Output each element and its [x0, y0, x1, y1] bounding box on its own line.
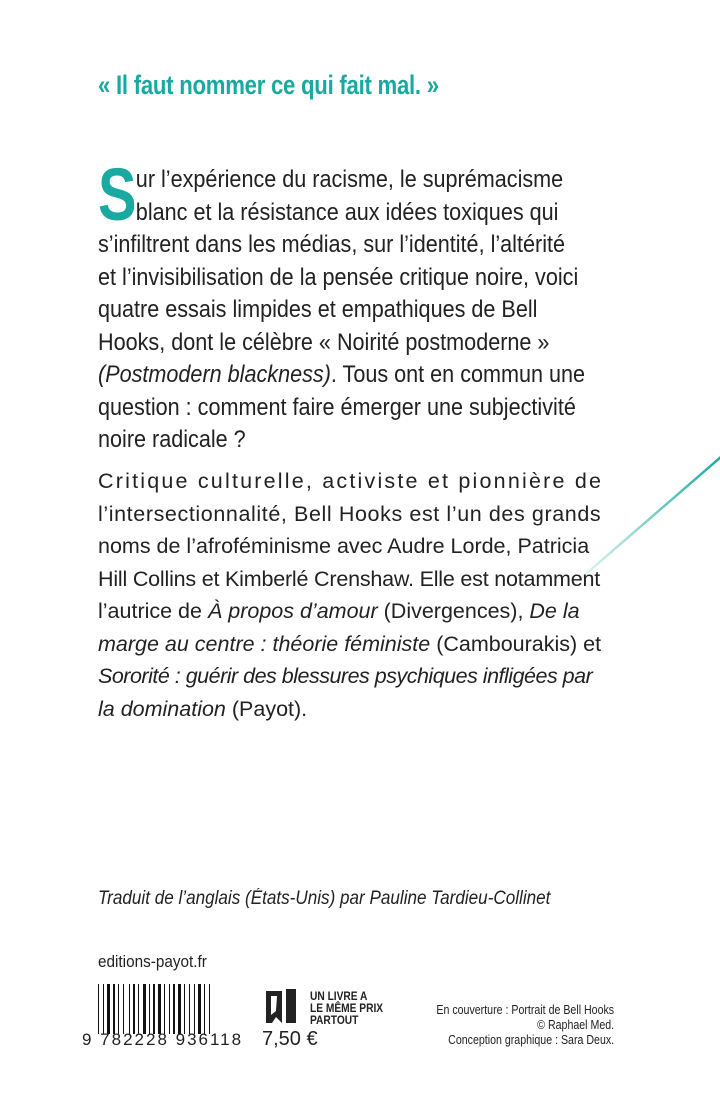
summary-paragraph — [98, 153, 639, 457]
barcode-bar — [153, 984, 155, 1034]
barcode-bar — [105, 984, 106, 1034]
barcode-bar — [211, 984, 212, 1034]
text: (Payot). — [225, 696, 308, 721]
summary-line: noire radicale ? — [98, 426, 246, 453]
barcode-bar — [184, 984, 185, 1034]
barcode-bar — [204, 984, 205, 1034]
barcode-bar — [118, 984, 119, 1034]
barcode-bar — [156, 984, 157, 1034]
bio-line — [98, 660, 603, 693]
credit-line: © Raphael Med. — [537, 1018, 614, 1032]
italic-title: la domination — [98, 696, 226, 721]
barcode-bar — [129, 984, 130, 1034]
barcode-bar — [164, 984, 165, 1034]
barcode-bar — [125, 984, 128, 1034]
summary-line — [98, 359, 585, 392]
bio-line: l’intersectionnalité, Bell Hooks est l’un des grands — [98, 501, 602, 526]
barcode-bar — [173, 984, 175, 1034]
prix-line: UN LIVRE A — [310, 989, 368, 1003]
isbn-number: 9 782228 936118 — [82, 1030, 244, 1049]
summary-line: question : comment faire émerger une subjectivité — [98, 393, 576, 421]
barcode-bar — [176, 984, 177, 1034]
barcode-bar — [116, 984, 117, 1034]
barcode-bar — [147, 984, 148, 1034]
barcode-bar — [209, 984, 210, 1034]
italic-title: De la — [529, 599, 580, 623]
barcode-bar — [107, 984, 110, 1034]
prix-line: LE MÊME PRIX — [310, 1001, 384, 1015]
tagline-quote: « Il faut nommer ce qui fait mal. » — [98, 70, 439, 100]
italic-title: À propos d’amour — [207, 599, 378, 623]
summary-line: blanc et la résistance aux idées toxiques qui — [135, 198, 559, 226]
bio-line — [98, 693, 603, 726]
barcode-bar — [140, 984, 142, 1034]
text: (Divergences), — [377, 599, 530, 623]
barcode-bar — [202, 984, 203, 1034]
barcode-bar — [162, 984, 163, 1034]
drop-cap: S — [98, 153, 137, 236]
credit-line: En couverture : Portrait de Bell Hooks — [436, 1003, 614, 1017]
text: . Tous ont en commun une — [330, 361, 586, 388]
barcode-bar — [133, 984, 135, 1034]
barcode-bar — [206, 984, 208, 1034]
barcode-bar — [98, 984, 99, 1034]
summary-line: et l’invisibilisation de la pensée critique noire, voici — [98, 263, 579, 291]
barcode-bar — [191, 984, 193, 1034]
barcode-bar — [186, 984, 188, 1034]
italic-title: Sororité : guérir des blessures psychiques infligées par — [98, 664, 593, 688]
summary-line: ur l’expérience du racisme, le suprémacisme — [135, 166, 564, 193]
barcode-bar — [151, 984, 152, 1034]
barcode-bar — [131, 984, 132, 1034]
barcode-bar — [198, 984, 201, 1034]
italic-title: (Postmodern blackness) — [98, 361, 331, 388]
bio-line: Hill Collins et Kimberlé Crenshaw. Elle est notamment — [98, 566, 601, 591]
summary-line: Hooks, dont le célèbre « Noirité postmoderne » — [98, 328, 550, 356]
barcode-bar — [111, 984, 112, 1034]
summary-line: quatre essais limpides et empathiques de Bell — [98, 296, 538, 323]
translation-credit: Traduit de l’anglais (États-Unis) par Pauline Tardieu-Collinet — [98, 888, 551, 909]
barcode-bar — [166, 984, 168, 1034]
barcode-bar — [182, 984, 183, 1034]
summary-line: s’infiltrent dans les médias, sur l’identité, l’altérité — [98, 231, 566, 258]
credit-line: Conception graphique : Sara Deux. — [448, 1033, 614, 1047]
barcode-bar — [120, 984, 122, 1034]
barcode-bar — [178, 984, 181, 1034]
barcode-bar — [100, 984, 102, 1034]
text: l’autrice de — [98, 599, 208, 623]
barcode-bar — [143, 984, 146, 1034]
barcode — [98, 984, 252, 1034]
prix-line: PARTOUT — [310, 1013, 359, 1027]
barcode-bar — [113, 984, 115, 1034]
cover-credits — [436, 1003, 614, 1048]
barcode-bar — [194, 984, 195, 1034]
author-bio — [98, 465, 603, 725]
publisher-website: editions-payot.fr — [98, 952, 207, 971]
barcode-bar — [103, 984, 104, 1034]
barcode-bar — [136, 984, 137, 1034]
barcode-bar — [189, 984, 190, 1034]
barcode-bar — [171, 984, 172, 1034]
bio-line: noms de l’afroféminisme avec Audre Lorde, Patricia — [98, 534, 590, 558]
text: (Cambourakis) et — [430, 631, 602, 656]
barcode-bar — [138, 984, 139, 1034]
barcode-bar — [149, 984, 150, 1034]
book-price: 7,50 € — [262, 1028, 318, 1050]
bio-line — [98, 595, 603, 628]
barcode-bar — [196, 984, 197, 1034]
prix-unique-logo-icon — [264, 987, 304, 1027]
bio-line: Critique culturelle, activiste et pionnière de — [98, 469, 604, 493]
italic-title: marge au centre : théorie féministe — [98, 631, 431, 656]
barcode-bar — [158, 984, 161, 1034]
barcode-bar — [123, 984, 124, 1034]
prix-unique-label — [310, 990, 383, 1026]
bio-line — [98, 628, 603, 661]
barcode-bar — [169, 984, 170, 1034]
